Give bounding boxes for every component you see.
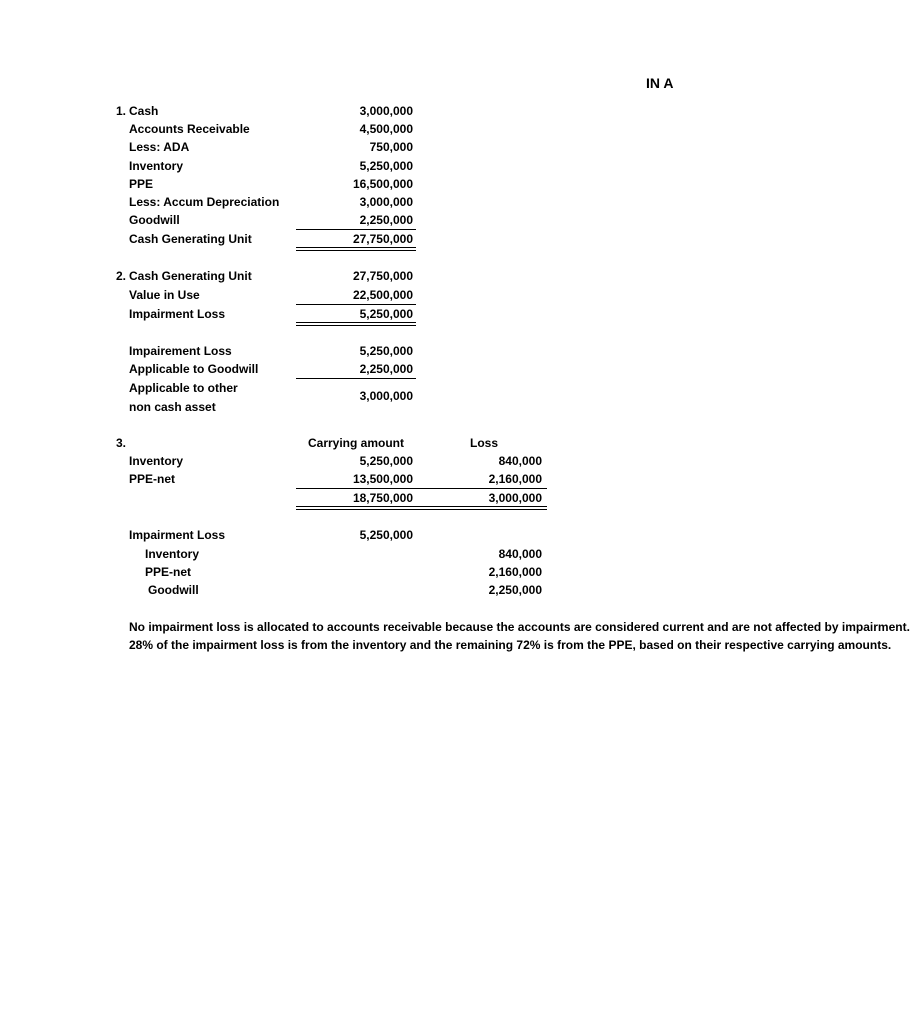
row-amount: 3,000,000 — [359, 104, 413, 118]
row-amount: 750,000 — [369, 140, 413, 154]
impairment-label: Impairment Loss — [129, 528, 226, 542]
row-amount: 2,250,000 — [359, 362, 413, 376]
row-carrying: 13,500,000 — [352, 472, 413, 486]
row-amount: 4,500,000 — [359, 122, 413, 136]
impairment-item-amount: 840,000 — [498, 547, 542, 561]
row-label: Goodwill — [129, 213, 180, 227]
row-label: Impairement Loss — [129, 344, 232, 358]
row-amount: 5,250,000 — [359, 159, 413, 173]
note-line-1: No impairment loss is allocated to accounts receivable because the accounts are considered current and are not affected by impairment. — [129, 620, 910, 634]
impairment-item-label: PPE-net — [145, 565, 192, 579]
section-2-number: 2. — [116, 269, 127, 283]
impairment-item-amount: 2,160,000 — [488, 565, 542, 579]
total-amount: 5,250,000 — [359, 307, 413, 321]
total-label: Impairment Loss — [129, 307, 226, 321]
column-header-carrying: Carrying amount — [307, 436, 404, 450]
row-label: Value in Use — [129, 288, 200, 302]
column-header-loss: Loss — [470, 436, 499, 450]
row-label: Inventory — [129, 159, 184, 173]
row-label: Cash Generating Unit — [129, 269, 252, 283]
row-amount: 22,500,000 — [352, 288, 413, 302]
total-carrying: 18,750,000 — [352, 491, 413, 505]
row-amount: 27,750,000 — [352, 269, 413, 283]
section-3-number: 3. — [116, 436, 127, 450]
row-label: Inventory — [129, 454, 184, 468]
impairment-item-label: Goodwill — [148, 583, 199, 597]
total-label: Cash Generating Unit — [129, 232, 252, 246]
subtotal-rule — [296, 488, 547, 489]
section-1-number: 1. — [116, 104, 127, 118]
subtotal-rule — [296, 229, 416, 230]
note-line-2: 28% of the impairment loss is from the inventory and the remaining 72% is from the PPE, based on their respective carrying amounts. — [129, 638, 892, 652]
total-double-rule — [296, 322, 416, 326]
row-label-line2: non cash asset — [129, 400, 216, 414]
row-label: Less: Accum Depreciation — [129, 195, 280, 209]
row-amount: 5,250,000 — [359, 344, 413, 358]
row-label: PPE — [129, 177, 154, 191]
row-amount: 3,000,000 — [359, 195, 413, 209]
total-amount: 27,750,000 — [352, 232, 413, 246]
row-label: Cash — [129, 104, 159, 118]
total-loss: 3,000,000 — [488, 491, 542, 505]
row-label: Less: ADA — [129, 140, 190, 154]
row-label: Accounts Receivable — [129, 122, 250, 136]
page-title: IN A — [646, 75, 674, 91]
impairment-item-amount: 2,250,000 — [488, 583, 542, 597]
impairment-amount: 5,250,000 — [359, 528, 413, 542]
row-amount: 2,250,000 — [359, 213, 413, 227]
row-amount: 16,500,000 — [352, 177, 413, 191]
total-double-rule — [296, 506, 547, 510]
impairment-item-label: Inventory — [145, 547, 200, 561]
row-label: Applicable to Goodwill — [129, 362, 259, 376]
row-amount: 3,000,000 — [359, 389, 413, 403]
subtotal-rule — [296, 378, 416, 379]
row-loss: 2,160,000 — [488, 472, 542, 486]
row-carrying: 5,250,000 — [359, 454, 413, 468]
row-label-line1: Applicable to other — [129, 381, 238, 395]
total-double-rule — [296, 247, 416, 251]
subtotal-rule — [296, 304, 416, 305]
row-label: PPE-net — [129, 472, 176, 486]
row-loss: 840,000 — [498, 454, 542, 468]
